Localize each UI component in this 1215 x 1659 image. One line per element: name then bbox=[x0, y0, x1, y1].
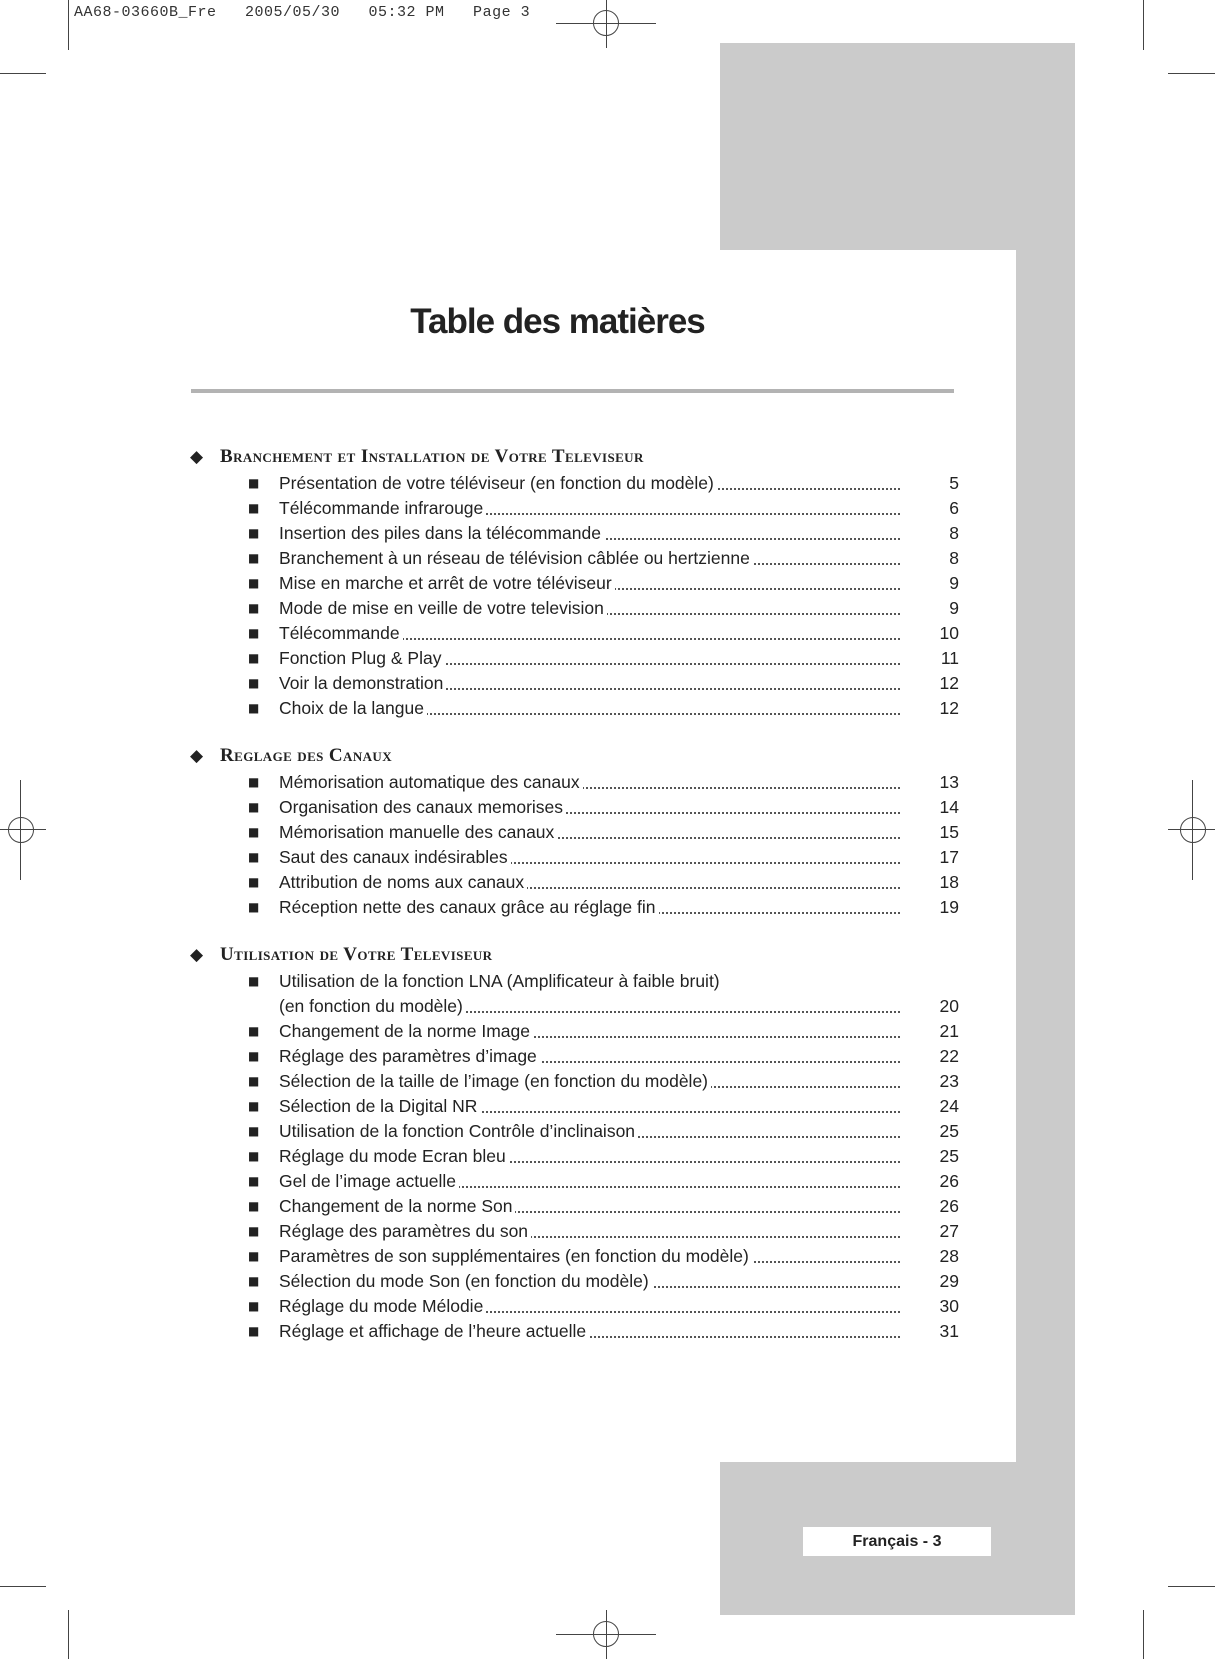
entry-label: Réglage des paramètres d’image bbox=[279, 1046, 540, 1066]
toc-entry[interactable] bbox=[0, 1219, 1215, 1244]
toc-entry[interactable] bbox=[0, 696, 1215, 721]
entry-label: Réglage du mode Ecran bleu bbox=[279, 1146, 509, 1166]
page-title: Table des matières bbox=[410, 302, 705, 341]
toc-section bbox=[0, 944, 1215, 1344]
toc-entry[interactable] bbox=[0, 1269, 1215, 1294]
toc-entry[interactable] bbox=[0, 646, 1215, 671]
square-bullet-icon: ■ bbox=[248, 501, 260, 515]
square-bullet-icon: ■ bbox=[248, 1199, 260, 1213]
print-header: AA68-03660B_Fre 2005/05/30 05:32 PM Page 3 bbox=[74, 4, 531, 21]
entry-label: Attribution de noms aux canaux bbox=[279, 872, 527, 892]
square-bullet-icon: ■ bbox=[248, 1049, 260, 1063]
entry-label: Gel de l’image actuelle bbox=[279, 1171, 459, 1191]
entry-page: 27 bbox=[939, 1221, 959, 1241]
diamond-bullet-icon: ◆ bbox=[190, 447, 204, 467]
entry-page: 14 bbox=[939, 797, 959, 817]
square-bullet-icon: ■ bbox=[248, 900, 260, 914]
entry-label: Mise en marche et arrêt de votre téléviseur bbox=[279, 573, 615, 593]
toc-entry[interactable] bbox=[0, 621, 1215, 646]
entry-label: Changement de la norme Image bbox=[279, 1021, 533, 1041]
entry-page: 12 bbox=[939, 673, 959, 693]
entry-page: 6 bbox=[949, 498, 959, 518]
entry-label: Fonction Plug & Play bbox=[279, 648, 444, 668]
square-bullet-icon: ■ bbox=[248, 974, 260, 988]
entry-page: 12 bbox=[939, 698, 959, 718]
entry-page: 5 bbox=[949, 473, 959, 493]
entry-page: 26 bbox=[939, 1171, 959, 1191]
title-divider bbox=[191, 389, 954, 393]
entry-page: 11 bbox=[940, 648, 959, 668]
entry-page: 22 bbox=[939, 1046, 959, 1066]
square-bullet-icon: ■ bbox=[248, 701, 260, 715]
entry-page: 9 bbox=[949, 573, 959, 593]
square-bullet-icon: ■ bbox=[248, 476, 260, 490]
entry-page: 29 bbox=[939, 1271, 959, 1291]
toc-entry[interactable] bbox=[0, 870, 1215, 895]
entry-page: 31 bbox=[939, 1321, 959, 1341]
square-bullet-icon: ■ bbox=[248, 825, 260, 839]
toc-entry[interactable] bbox=[0, 596, 1215, 621]
toc-entry[interactable] bbox=[0, 496, 1215, 521]
toc-section bbox=[0, 446, 1215, 721]
toc-entry[interactable] bbox=[0, 1019, 1215, 1044]
entry-page: 19 bbox=[939, 897, 959, 917]
square-bullet-icon: ■ bbox=[248, 1124, 260, 1138]
square-bullet-icon: ■ bbox=[248, 601, 260, 615]
square-bullet-icon: ■ bbox=[248, 1324, 260, 1338]
toc-entry[interactable] bbox=[0, 895, 1215, 920]
entry-label: Voir la demonstration bbox=[279, 673, 446, 693]
square-bullet-icon: ■ bbox=[248, 651, 260, 665]
entry-page: 24 bbox=[939, 1096, 959, 1116]
entry-label: Saut des canaux indésirables bbox=[279, 847, 511, 867]
square-bullet-icon: ■ bbox=[248, 526, 260, 540]
square-bullet-icon: ■ bbox=[248, 775, 260, 789]
square-bullet-icon: ■ bbox=[248, 1099, 260, 1113]
entry-label: Utilisation de la fonction Contrôle d’inclinaison bbox=[279, 1121, 638, 1141]
toc-entry[interactable] bbox=[0, 571, 1215, 596]
square-bullet-icon: ■ bbox=[248, 1149, 260, 1163]
entry-label: Insertion des piles dans la télécommande bbox=[279, 523, 604, 543]
square-bullet-icon: ■ bbox=[248, 1299, 260, 1313]
entry-page: 10 bbox=[939, 623, 959, 643]
toc-entry[interactable] bbox=[0, 1044, 1215, 1069]
entry-label: Télécommande bbox=[279, 623, 403, 643]
toc-entry[interactable] bbox=[0, 969, 1215, 994]
page-footer: Français - 3 bbox=[803, 1527, 991, 1556]
square-bullet-icon: ■ bbox=[248, 850, 260, 864]
entry-label: Sélection du mode Son (en fonction du modèle) bbox=[279, 1271, 652, 1291]
entry-page: 25 bbox=[939, 1146, 959, 1166]
entry-label: Utilisation de la fonction LNA (Amplificateur à faible bruit) bbox=[279, 971, 723, 991]
entry-label: Sélection de la Digital NR bbox=[279, 1096, 480, 1116]
toc-entry[interactable] bbox=[0, 1119, 1215, 1144]
square-bullet-icon: ■ bbox=[248, 1249, 260, 1263]
toc-entry[interactable] bbox=[0, 795, 1215, 820]
square-bullet-icon: ■ bbox=[248, 1174, 260, 1188]
section-heading: ◆ Utilisation de Votre Televiseur bbox=[190, 944, 493, 965]
square-bullet-icon: ■ bbox=[248, 626, 260, 640]
toc-entry[interactable] bbox=[0, 471, 1215, 496]
square-bullet-icon: ■ bbox=[248, 576, 260, 590]
toc-section bbox=[0, 745, 1215, 920]
toc-entry[interactable] bbox=[0, 1069, 1215, 1094]
entry-label: Organisation des canaux memorises bbox=[279, 797, 566, 817]
toc-entry[interactable] bbox=[0, 1319, 1215, 1344]
entry-label: Sélection de la taille de l’image (en fonction du modèle) bbox=[279, 1071, 711, 1091]
entry-label: Choix de la langue bbox=[279, 698, 427, 718]
gray-block-top bbox=[720, 43, 1075, 250]
entry-page: 25 bbox=[939, 1121, 959, 1141]
toc-entry[interactable] bbox=[0, 1194, 1215, 1219]
square-bullet-icon: ■ bbox=[248, 875, 260, 889]
square-bullet-icon: ■ bbox=[248, 676, 260, 690]
toc-entry[interactable] bbox=[0, 1094, 1215, 1119]
square-bullet-icon: ■ bbox=[248, 551, 260, 565]
toc-entry[interactable] bbox=[0, 1244, 1215, 1269]
entry-label: Changement de la norme Son bbox=[279, 1196, 515, 1216]
toc-entry[interactable] bbox=[0, 1294, 1215, 1319]
entry-label: Présentation de votre téléviseur (en fonction du modèle) bbox=[279, 473, 717, 493]
toc-entry[interactable] bbox=[0, 671, 1215, 696]
toc-entry-continued[interactable] bbox=[0, 994, 1215, 1019]
diamond-bullet-icon: ◆ bbox=[190, 945, 204, 965]
entry-label: Réglage des paramètres du son bbox=[279, 1221, 531, 1241]
entry-page: 18 bbox=[939, 872, 959, 892]
diamond-bullet-icon: ◆ bbox=[190, 746, 204, 766]
toc-entry[interactable] bbox=[0, 521, 1215, 546]
toc-entry[interactable] bbox=[0, 1169, 1215, 1194]
entry-page: 26 bbox=[939, 1196, 959, 1216]
section-heading: ◆ Branchement et Installation de Votre Televiseur bbox=[190, 446, 644, 467]
entry-label: Réglage et affichage de l’heure actuelle bbox=[279, 1321, 589, 1341]
entry-page: 17 bbox=[939, 847, 959, 867]
entry-page: 8 bbox=[949, 548, 959, 568]
entry-label: Télécommande infrarouge bbox=[279, 498, 486, 518]
entry-page: 23 bbox=[939, 1071, 959, 1091]
entry-page: 9 bbox=[949, 598, 959, 618]
entry-label-cont: (en fonction du modèle) bbox=[279, 996, 466, 1016]
toc-entry[interactable] bbox=[0, 820, 1215, 845]
toc-entry[interactable] bbox=[0, 845, 1215, 870]
toc-entry[interactable] bbox=[0, 1144, 1215, 1169]
square-bullet-icon: ■ bbox=[248, 1074, 260, 1088]
square-bullet-icon: ■ bbox=[248, 1224, 260, 1238]
entry-label: Mémorisation manuelle des canaux bbox=[279, 822, 557, 842]
toc-entry[interactable] bbox=[0, 546, 1215, 571]
section-heading: ◆ Reglage des Canaux bbox=[190, 745, 392, 766]
entry-page: 21 bbox=[939, 1021, 959, 1041]
entry-page: 15 bbox=[939, 822, 959, 842]
toc-entry[interactable] bbox=[0, 770, 1215, 795]
square-bullet-icon: ■ bbox=[248, 1024, 260, 1038]
entry-page: 8 bbox=[949, 523, 959, 543]
entry-page: 20 bbox=[939, 996, 959, 1016]
entry-page: 28 bbox=[939, 1246, 959, 1266]
entry-page: 13 bbox=[939, 772, 959, 792]
entry-label: Mémorisation automatique des canaux bbox=[279, 772, 583, 792]
entry-label: Réception nette des canaux grâce au réglage fin bbox=[279, 897, 659, 917]
entry-label: Mode de mise en veille de votre television bbox=[279, 598, 607, 618]
table-of-contents bbox=[0, 446, 1215, 1368]
square-bullet-icon: ■ bbox=[248, 800, 260, 814]
entry-label: Branchement à un réseau de télévision câblée ou hertzienne bbox=[279, 548, 753, 568]
entry-label: Paramètres de son supplémentaires (en fonction du modèle) bbox=[279, 1246, 752, 1266]
entry-label: Réglage du mode Mélodie bbox=[279, 1296, 486, 1316]
entry-page: 30 bbox=[939, 1296, 959, 1316]
square-bullet-icon: ■ bbox=[248, 1274, 260, 1288]
